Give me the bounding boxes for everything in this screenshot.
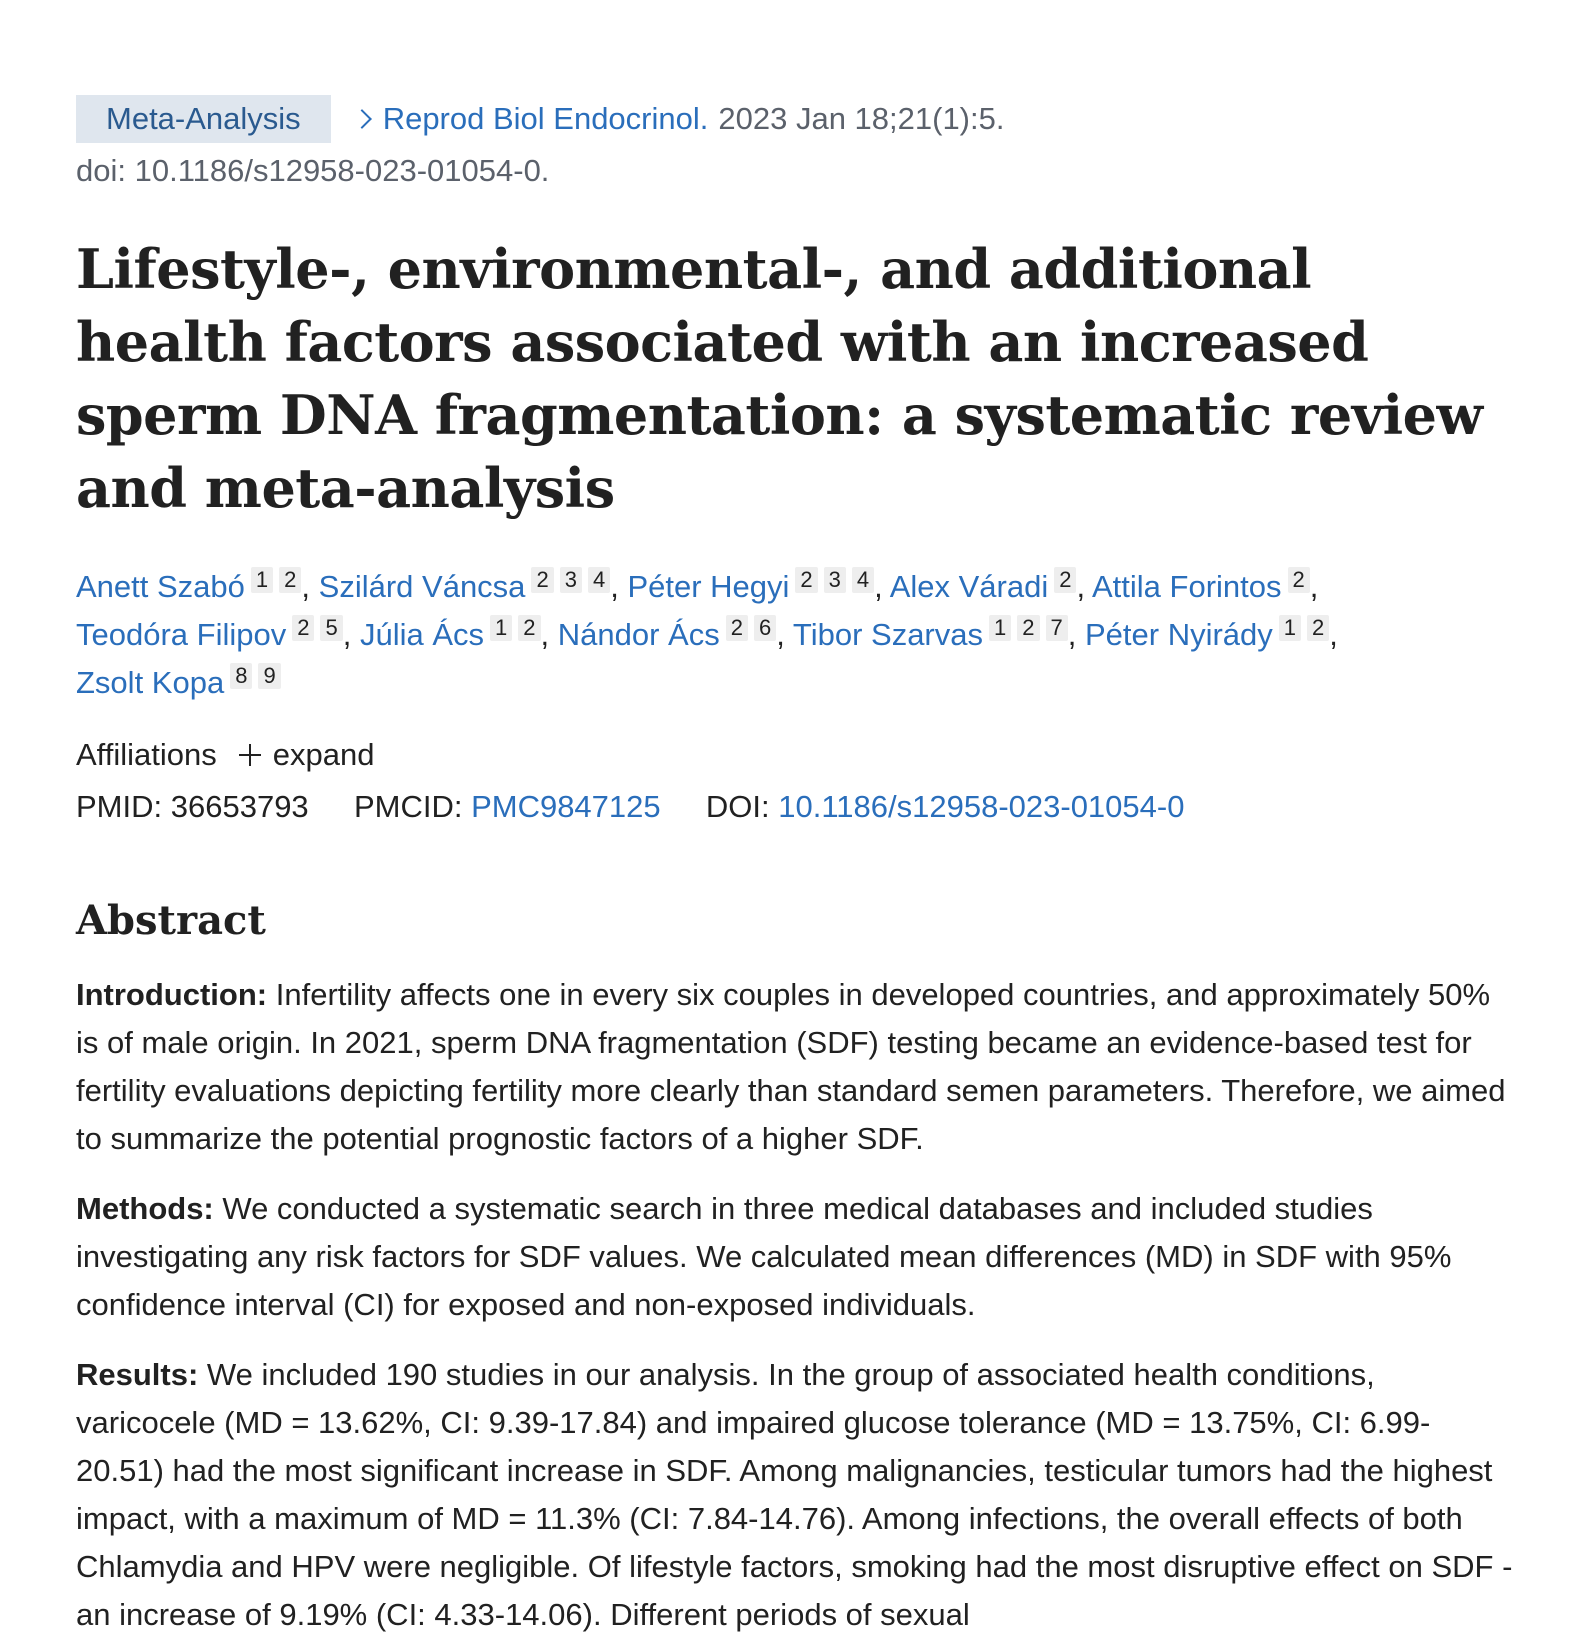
pmcid-link[interactable]: PMC9847125 <box>471 789 661 824</box>
citation-doi: doi: 10.1186/s12958-023-01054-0. <box>76 153 550 188</box>
affiliation-number[interactable]: 6 <box>754 615 776 641</box>
author-separator: , <box>1329 617 1338 652</box>
affiliations-label: Affiliations <box>76 737 217 772</box>
author-item <box>1085 617 1338 652</box>
author-item <box>76 665 281 700</box>
affiliation-number[interactable]: 2 <box>292 615 314 641</box>
section-label: Introduction: <box>76 977 268 1012</box>
pmid-value: 36653793 <box>170 789 309 824</box>
author-name-link[interactable]: Anett Szabó <box>76 569 245 604</box>
chevron-right-icon <box>352 109 372 129</box>
section-label: Methods: <box>76 1191 214 1226</box>
affiliation-number[interactable]: 8 <box>230 663 252 689</box>
author-separator: , <box>1309 569 1319 604</box>
affiliation-number[interactable]: 3 <box>560 567 582 593</box>
author-item <box>76 617 351 652</box>
author-separator: , <box>342 617 352 652</box>
affiliation-number[interactable]: 1 <box>251 567 273 593</box>
section-text: Infertility affects one in every six couples in developed countries, and approximately 50% is of male origin. In 2021, sperm DNA fragmentation (SDF) testing became an evidence-based test for fertility evaluations depicting fertility more clearly than standard semen parameters. Therefore, we aimed to summarize the potential prognostic factors of a higher SDF. <box>76 977 1506 1156</box>
affiliation-number[interactable]: 3 <box>824 567 846 593</box>
article-title: Lifestyle-, environmental-, and additional health factors associated with an increased sperm DNA fragmentation: a systematic review and meta-analysis <box>76 237 1483 520</box>
author-separator: , <box>301 569 311 604</box>
publication-type-badge[interactable]: Meta-Analysis <box>76 95 331 143</box>
affiliation-number[interactable]: 4 <box>588 567 610 593</box>
section-label: Results: <box>76 1357 199 1392</box>
affiliations-row <box>76 733 1516 777</box>
author-name-link[interactable]: Tibor Szarvas <box>792 617 983 652</box>
author-item <box>360 617 549 652</box>
author-list <box>76 563 1506 707</box>
affiliation-number[interactable]: 2 <box>531 567 553 593</box>
affiliation-number[interactable]: 2 <box>1307 615 1329 641</box>
plus-icon[interactable] <box>239 744 261 766</box>
author-separator: , <box>1076 569 1086 604</box>
author-item <box>76 569 310 604</box>
affiliation-number[interactable]: 7 <box>1046 615 1068 641</box>
affiliation-number[interactable]: 1 <box>1279 615 1301 641</box>
pmcid-label: PMCID: <box>353 789 463 824</box>
affiliation-number[interactable]: 2 <box>1017 615 1039 641</box>
abstract-methods <box>76 1185 1516 1329</box>
author-name-link[interactable]: Attila Forintos <box>1092 569 1282 604</box>
author-name-link[interactable]: Teodóra Filipov <box>76 617 287 652</box>
author-item <box>793 617 1076 652</box>
affiliation-number[interactable]: 2 <box>795 567 817 593</box>
author-name-link[interactable]: Péter Nyirády <box>1085 617 1273 652</box>
affiliation-number[interactable]: 5 <box>320 615 342 641</box>
section-text: We conducted a systematic search in three medical databases and included studies investigating any risk factors for SDF values. We calculated mean differences (MD) in SDF with 95% confidence interval (CI) for exposed and non-exposed individuals. <box>76 1191 1452 1322</box>
affiliation-number[interactable]: 1 <box>989 615 1011 641</box>
affiliation-number[interactable]: 2 <box>518 615 540 641</box>
author-item <box>890 569 1085 604</box>
identifiers-row <box>76 785 1516 829</box>
affiliation-number[interactable]: 2 <box>1054 567 1076 593</box>
author-item <box>558 617 785 652</box>
affiliation-number[interactable]: 9 <box>258 663 280 689</box>
author-separator: , <box>874 569 883 604</box>
citation-row <box>76 95 1516 143</box>
affiliation-number[interactable]: 2 <box>726 615 748 641</box>
author-separator: , <box>610 569 619 604</box>
affiliation-number[interactable]: 4 <box>852 567 874 593</box>
author-name-link[interactable]: Nándor Ács <box>557 617 720 652</box>
abstract-heading: Abstract <box>76 897 266 944</box>
affiliation-number[interactable]: 1 <box>490 615 512 641</box>
citation-date: 2023 Jan 18;21(1):5. <box>718 101 1005 136</box>
author-name-link[interactable]: Szilárd Váncsa <box>318 569 526 604</box>
author-name-link[interactable]: Júlia Ács <box>359 617 485 652</box>
author-separator: , <box>540 617 550 652</box>
affiliation-number[interactable]: 2 <box>279 567 301 593</box>
author-name-link[interactable]: Zsolt Kopa <box>76 665 225 700</box>
abstract-results <box>76 1351 1516 1639</box>
author-name-link[interactable]: Alex Váradi <box>889 569 1049 604</box>
pmid-label: PMID: <box>76 789 163 824</box>
doi-link[interactable]: 10.1186/s12958-023-01054-0 <box>778 789 1185 824</box>
section-text: We included 190 studies in our analysis. In the group of associated health conditions, varicocele (MD = 13.62%, CI: 9.39-17.84) and impaired glucose tolerance (MD = 13.75%, CI: 6.99-20.51) had the most significant increase in SDF. Among malignancies, testicular tumors had the highest impact, with a maximum of MD = 11.3% (CI: 7.84-14.76). Among infections, the overall effects of both Chlamydia and HPV were negligible. Of lifestyle factors, smoking had the most disruptive effect on SDF - an increase of 9.19% (CI: 4.33-14.06). Different periods of sexual <box>76 1357 1513 1632</box>
author-item <box>319 569 619 604</box>
author-item <box>627 569 882 604</box>
abstract-introduction <box>76 971 1516 1163</box>
author-separator: , <box>1067 617 1077 652</box>
author-name-link[interactable]: Péter Hegyi <box>627 569 790 604</box>
author-item <box>1092 569 1318 604</box>
author-separator: , <box>776 617 785 652</box>
journal-link[interactable]: Reprod Biol Endocrinol. <box>382 101 709 136</box>
affiliations-expand-button[interactable]: expand <box>272 737 375 772</box>
doi-label: DOI: <box>705 789 770 824</box>
affiliation-number[interactable]: 2 <box>1288 567 1310 593</box>
